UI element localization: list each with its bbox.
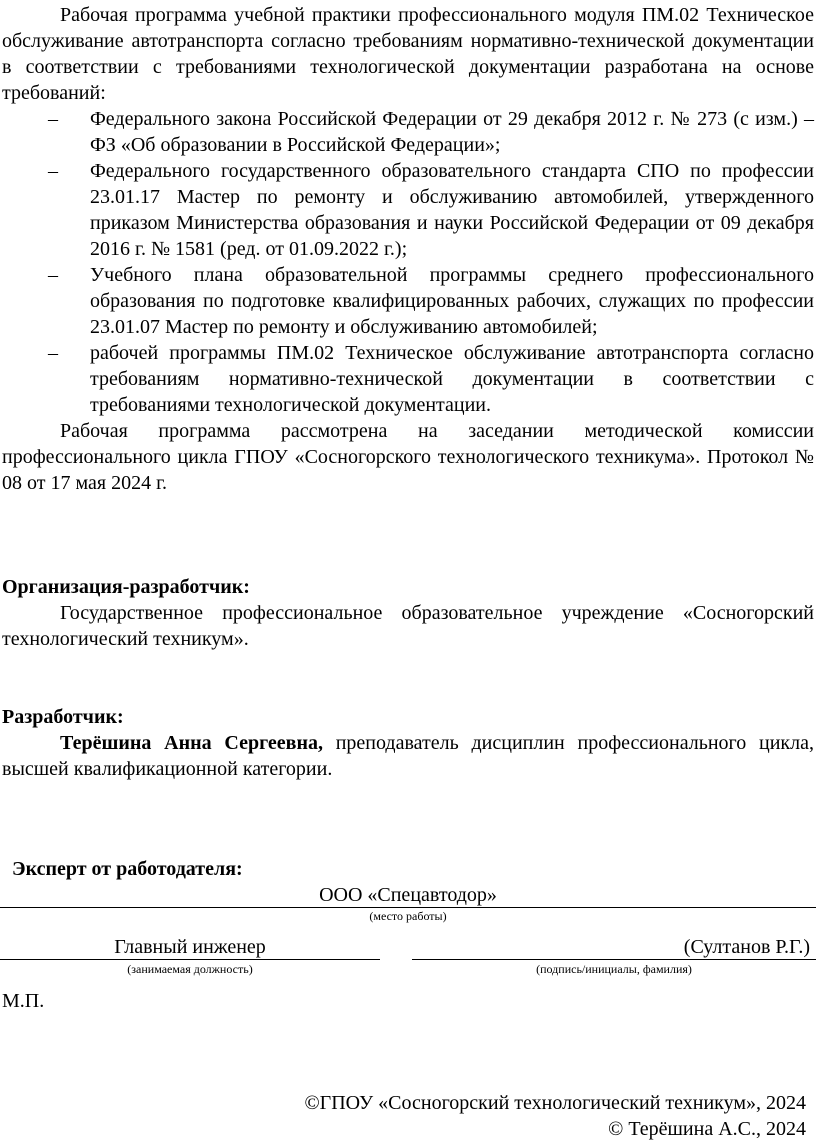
copyright-author: © Терёшина А.С., 2024 xyxy=(608,1118,806,1140)
developer-text: преподаватель дисциплин профессионального цикла, высшей квалификационной категории. xyxy=(2,732,814,780)
organization-heading: Организация-разработчик: xyxy=(2,576,250,598)
dash-marker: – xyxy=(48,342,58,364)
dash-marker: – xyxy=(48,108,58,130)
organization-text: Государственное профессиональное образовательное учреждение «Сосногорский технологический техникум». xyxy=(2,602,814,650)
list-item xyxy=(48,158,814,262)
reviewed-paragraph: Рабочая программа рассмотрена на заседании методической комиссии профессионального цикла ГПОУ «Сосногорского технологического техникума». Протокол № 08 от 17 мая 2024 г. xyxy=(2,420,814,494)
list-item xyxy=(48,262,814,340)
list-item xyxy=(48,340,814,418)
stamp-label: М.П. xyxy=(2,990,45,1012)
position-value: Главный инженер xyxy=(114,936,266,958)
dash-marker: – xyxy=(48,264,58,286)
list-item xyxy=(48,106,814,158)
developer-heading: Разработчик: xyxy=(2,706,124,728)
requirement-text: Федерального закона Российской Федерации от 29 декабря 2012 г. № 273 (с изм.) – ФЗ «Об образовании в Российской Федерации»; xyxy=(90,108,814,156)
requirement-text: рабочей программы ПМ.02 Техническое обслуживание автотранспорта согласно требованиям нормативно-технической документации в соответствии с требованиями технологической документации. xyxy=(90,342,814,416)
copyright-institution: ©ГПОУ «Сосногорский технологический техникум», 2024 xyxy=(304,1092,806,1114)
signature-caption: (подпись/инициалы, фамилия) xyxy=(536,962,692,976)
workplace-line xyxy=(0,907,816,908)
position-line xyxy=(0,959,380,960)
intro-paragraph: Рабочая программа учебной практики профессионального модуля ПМ.02 Техническое обслуживание автотранспорта согласно требованиям нормативно-технической документации в соответствии с требованиями технологической документации разработана на основе требований: xyxy=(2,4,814,104)
requirement-text: Учебного плана образовательной программы среднего профессионального образования по подготовке квалифицированных рабочих, служащих по профессии 23.01.07 Мастер по ремонту и обслуживанию автомобилей; xyxy=(90,264,814,338)
workplace-value: ООО «Спецавтодор» xyxy=(319,884,497,906)
requirement-text: Федерального государственного образовательного стандарта СПО по профессии 23.01.17 Мастер по ремонту и обслуживанию автомобилей, утвержденного приказом Министерства образования и науки Российской Федерации от 09 декабря 2016 г. № 1581 (ред. от 01.09.2022 г.); xyxy=(90,160,814,260)
requirements-list xyxy=(48,106,814,418)
position-caption: (занимаемая должность) xyxy=(127,962,253,976)
signature-line xyxy=(412,959,816,960)
signature-value: (Султанов Р.Г.) xyxy=(683,936,810,958)
workplace-caption: (место работы) xyxy=(369,909,447,923)
dash-marker: – xyxy=(48,160,58,182)
developer-name: Терёшина Анна Сергеевна, xyxy=(60,732,323,754)
developer-paragraph xyxy=(2,730,814,782)
expert-heading: Эксперт от работодателя: xyxy=(12,858,243,880)
